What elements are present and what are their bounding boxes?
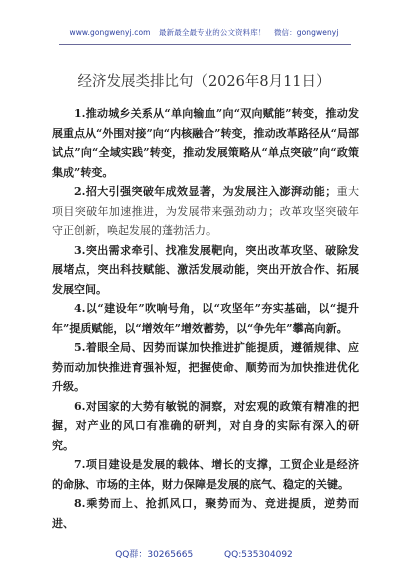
header-divider: [59, 44, 351, 45]
paragraph-2: [52, 182, 359, 241]
document-title: 经济发展类排比句（2026年8月11日）: [77, 74, 331, 90]
paragraph-4: 4.以“建设年”吹响号角，以“攻坚年”夯实基础，以“提升年”提质赋能，以“增效年”增效蓄势，以“争先年”攀高向新。: [52, 302, 359, 335]
paragraph-2-lead: 2.招大引强突破年成效显著，为发展注入澎湃动能；: [74, 185, 337, 198]
paragraph-5: 5.着眼全局、因势而谋加快推进扩能提质，遵循规律、应势而动加快推进育强补短，把握使命、顺势而为加快推进优化升级。: [52, 341, 359, 393]
header-slogan: 最新最全最专业的公文资料库！: [159, 28, 266, 37]
paragraph-7: 7.项目建设是发展的载体、增长的支撑，工贸企业是经济的命脉、市场的主体，财力保障是发展的底气、稳定的关键。: [52, 458, 359, 491]
footer-qq-group: QQ群：30265665: [115, 550, 194, 560]
page-header: [0, 27, 408, 38]
site-url-link[interactable]: www.gongwenyj.com: [69, 28, 151, 37]
header-wechat: 微信：gongwenyj: [273, 28, 339, 37]
page-footer: [0, 547, 408, 560]
paragraph-1: 1.推动城乡关系从“单向输血”向“双向赋能”转变，推动发展重点从“外围对接”向“内核融合”转变，推动改革路径从“局部试点”向“全域实践”转变，推动发展策略从“单点突破”向“政策集成”转变。: [52, 107, 359, 179]
paragraph-6: 6.对国家的大势有敏锐的洞察，对宏观的政策有精准的把握，对产业的风口有准确的研判，对自身的实际有深入的研究。: [52, 399, 359, 452]
paragraph-8: 8.乘势而上、抢抓风口，聚势而为、竞进提质，逆势而进、: [52, 497, 359, 530]
paragraph-2-rest: 重大项目突破年加速推进，为发展带来强劲动力；改革攻坚突破年守正创新，唤起发展的蓬勃活力。: [52, 185, 360, 237]
document-body: [52, 104, 359, 533]
paragraph-3: 3.突出需求牵引、找准发展靶向，突出改革攻坚、破除发展堵点，突出科技赋能、激活发展动能，突出开放合作、拓展发展空间。: [52, 243, 359, 296]
footer-qq: QQ:535304092: [224, 550, 293, 560]
